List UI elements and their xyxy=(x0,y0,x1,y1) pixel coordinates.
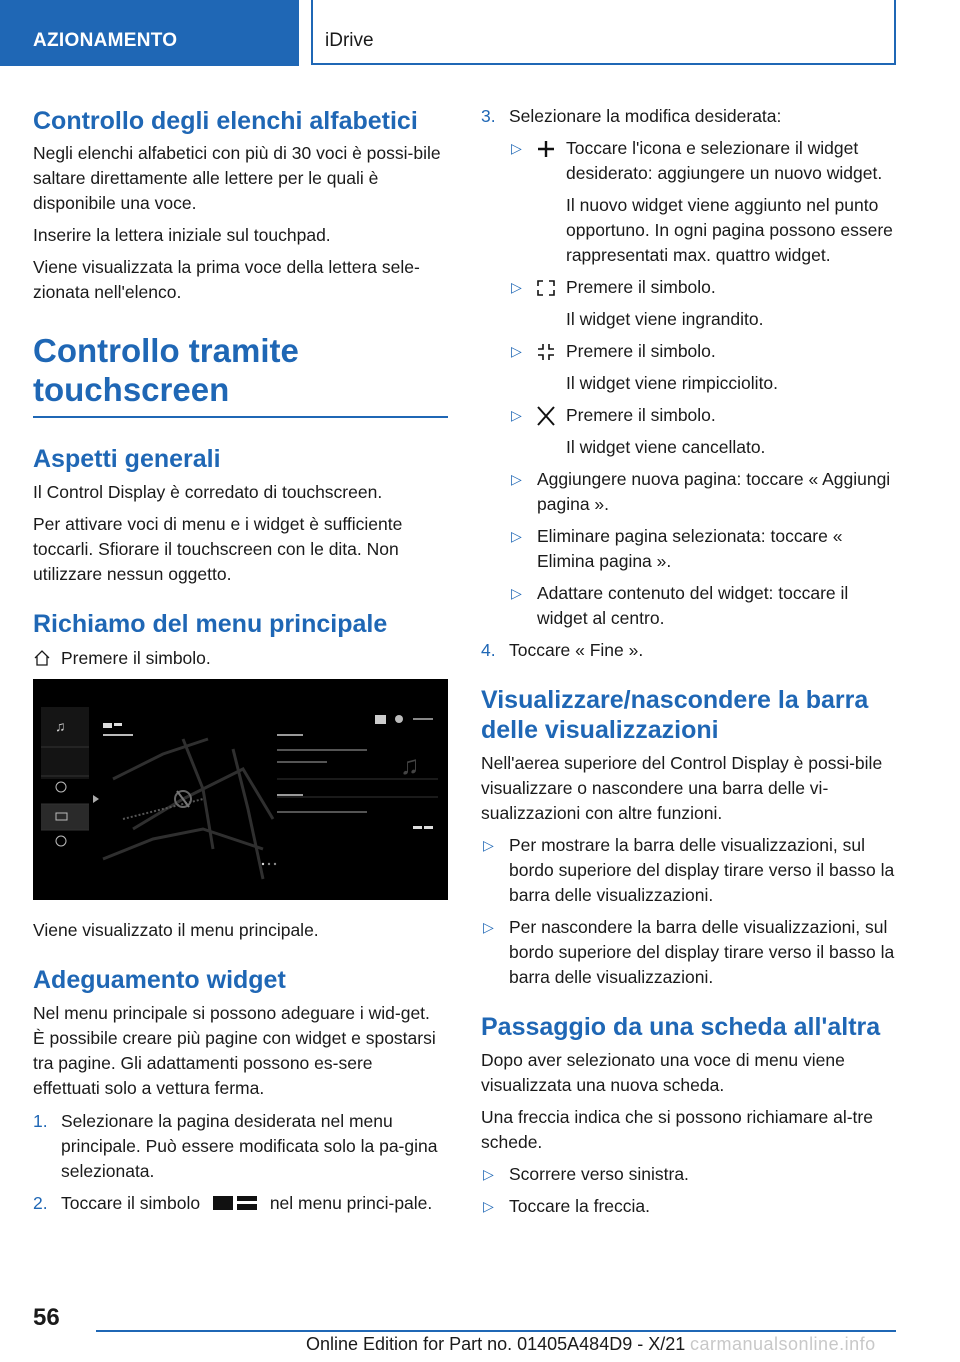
bullet-icon: ▷ xyxy=(511,279,522,295)
option-adapt-content xyxy=(509,581,901,631)
watermark: carmanualsonline.info xyxy=(690,1334,876,1354)
option-detail: Il widget viene cancellato. xyxy=(566,437,766,457)
step-text: Toccare il simbolo xyxy=(61,1193,201,1213)
option-shrink xyxy=(509,339,901,364)
paragraph: Per attivare voci di menu e i widget è sufficiente toccarli. Sfiorare il touchscreen con le dita. Non utilizzare nessun oggetto. xyxy=(33,514,403,584)
paragraph: Nel menu principale si possono adeguare i wid-get. È possibile creare più pagine con widget e spostarsi tra pagine. Gli adattamenti possono es-sere effettuati solo a vettura ferma. xyxy=(33,1003,436,1098)
expand-icon xyxy=(535,278,557,298)
step-3-options xyxy=(481,136,901,631)
option-delete xyxy=(509,403,901,428)
step-1 xyxy=(33,1109,448,1184)
option-add-page xyxy=(509,467,901,517)
bullet-icon: ▷ xyxy=(511,585,522,601)
heading-tab-switch: Passaggio da una scheda all'altra xyxy=(481,1013,881,1041)
step-3 xyxy=(481,104,901,129)
bullet-icon: ▷ xyxy=(511,471,522,487)
edition-text: Online Edition for Part no. 01405A484D9 - X/21 xyxy=(306,1334,686,1354)
bullet-icon: ▷ xyxy=(511,140,522,156)
tab-item-swipe xyxy=(481,1162,901,1187)
paragraph: Viene visualizzato il menu principale. xyxy=(33,920,319,940)
footer-divider xyxy=(96,1330,896,1332)
collapse-icon xyxy=(535,342,557,362)
option-text: Toccare l'icona e selezionare il widget desiderato: aggiungere un nuovo widget. xyxy=(566,138,883,183)
option-text: Aggiungere nuova pagina: toccare « Aggiungi pagina ». xyxy=(537,469,891,514)
paragraph: Viene visualizzata la prima voce della lettera sele-zionata nell'elenco. xyxy=(33,257,420,302)
plus-icon xyxy=(535,139,557,159)
main-menu-instruction: Premere il simbolo. xyxy=(33,646,448,671)
heading-alphabetic-lists: Controllo degli elenchi alfabetici xyxy=(33,107,418,135)
widget-layout-icon xyxy=(211,1194,259,1212)
heading-general: Aspetti generali xyxy=(33,445,221,473)
paragraph: Il Control Display è corredato di touchscreen. xyxy=(33,482,383,502)
bullet-icon: ▷ xyxy=(483,1198,494,1214)
paragraph: Dopo aver selezionato una voce di menu viene visualizzata una nuova scheda. xyxy=(481,1050,845,1095)
step-number: 4. xyxy=(481,640,496,660)
home-icon xyxy=(33,649,51,667)
option-text: Premere il simbolo. xyxy=(566,277,716,297)
bullet-icon: ▷ xyxy=(511,407,522,423)
option-enlarge xyxy=(509,275,901,300)
control-display-image xyxy=(33,679,448,900)
paragraph: Inserire la lettera iniziale sul touchpad. xyxy=(33,225,331,245)
bar-item-hide xyxy=(481,915,901,990)
option-text: Eliminare pagina selezionata: toccare « Elimina pagina ». xyxy=(537,526,843,571)
bullet-text: Toccare la freccia. xyxy=(509,1196,651,1216)
paragraph: Una freccia indica che si possono richiamare al-tre schede. xyxy=(481,1107,873,1152)
step-4 xyxy=(481,638,901,663)
option-detail: Il widget viene rimpicciolito. xyxy=(566,373,779,393)
bullet-icon: ▷ xyxy=(483,1166,494,1182)
heading-touchscreen: Controllo tramite touchscreen xyxy=(33,331,448,418)
step-2 xyxy=(33,1191,448,1216)
option-add-widget xyxy=(509,136,901,186)
section-title: AZIONAMENTO xyxy=(33,30,178,51)
bullet-icon: ▷ xyxy=(511,528,522,544)
svg-text:♫: ♫ xyxy=(55,718,66,734)
option-detail: Il widget viene ingrandito. xyxy=(566,309,764,329)
paragraph: Nell'aerea superiore del Control Display è possi-bile visualizzare o nascondere una barra delle vi-sualizzazioni con altre funzioni. xyxy=(481,753,883,823)
bullet-text: Per nascondere la barra delle visualizzazioni, sul bordo superiore del display tirare verso il basso la barra delle visualizzazioni. xyxy=(509,917,895,987)
option-detail: Il nuovo widget viene aggiunto nel punto opportuno. In ogni pagina possono essere rappresentati max. quattro widget. xyxy=(566,195,893,265)
heading-main-menu: Richiamo del menu principale xyxy=(33,610,388,638)
option-delete-page xyxy=(509,524,901,574)
step-number: 1. xyxy=(33,1111,48,1131)
step-number: 3. xyxy=(481,106,496,126)
heading-widget-adjust: Adeguamento widget xyxy=(33,966,286,994)
heading-display-bar: Visualizzare/nascondere la barra delle visualizzazioni xyxy=(481,686,869,744)
option-text: Premere il simbolo. xyxy=(566,405,716,425)
step-number: 2. xyxy=(33,1193,48,1213)
control-display-screenshot xyxy=(33,679,448,900)
bullet-text: Per mostrare la barra delle visualizzazioni, sul bordo superiore del display tirare verso il basso la barra delle visualizzazioni. xyxy=(509,835,895,905)
close-icon xyxy=(535,406,557,426)
chapter-title: iDrive xyxy=(325,30,374,51)
step-text: nel menu princi-pale. xyxy=(269,1193,433,1213)
step-text: Selezionare la pagina desiderata nel menu principale. Può essere modificata solo la pa-gina selezionata. xyxy=(61,1111,438,1181)
option-text: Adattare contenuto del widget: toccare il widget al centro. xyxy=(537,583,849,628)
step-text: Toccare « Fine ». xyxy=(509,640,644,660)
left-column xyxy=(33,100,448,1223)
tab-item-arrow xyxy=(481,1194,901,1219)
page-number: 56 xyxy=(33,1304,60,1331)
bullet-icon: ▷ xyxy=(483,919,494,935)
step-text: Selezionare la modifica desiderata: xyxy=(509,106,782,126)
option-text: Premere il simbolo. xyxy=(566,341,716,361)
bar-item-show xyxy=(481,833,901,908)
svg-text:♫: ♫ xyxy=(400,750,420,780)
bullet-text: Scorrere verso sinistra. xyxy=(509,1164,689,1184)
right-column xyxy=(481,100,901,1226)
chapter-tab xyxy=(311,0,896,65)
section-tab xyxy=(0,0,299,66)
bullet-icon: ▷ xyxy=(483,837,494,853)
paragraph: Negli elenchi alfabetici con più di 30 voci è possi-bile saltare direttamente alle lettere per le quali è disponibile una voce. xyxy=(33,143,441,213)
bullet-icon: ▷ xyxy=(511,343,522,359)
